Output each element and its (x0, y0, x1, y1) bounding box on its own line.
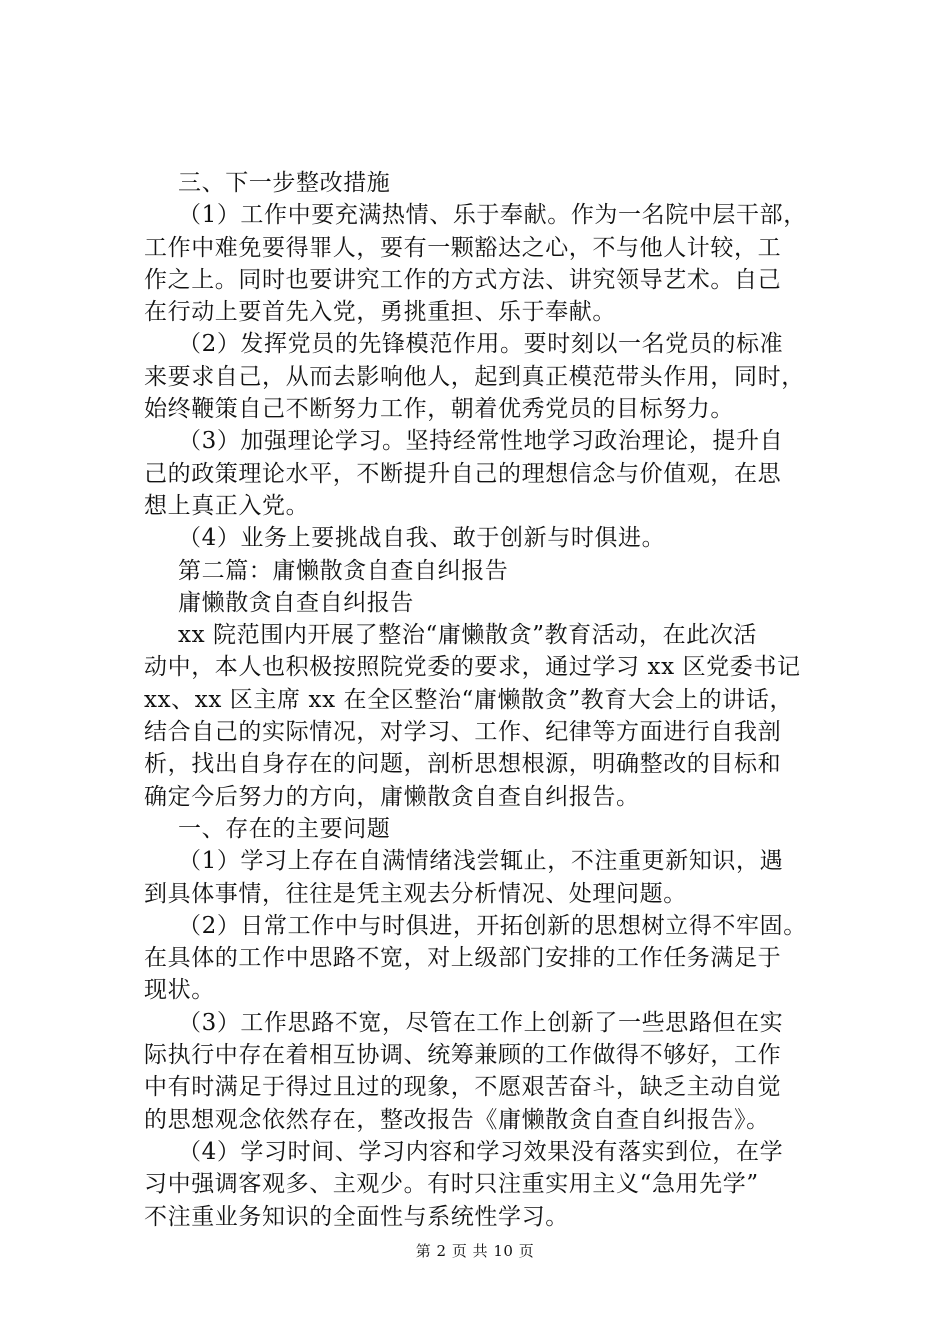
text-line: （4）学习时间、学习内容和学习效果没有落实到位，在学 (178, 1138, 784, 1165)
text-line: 中有时满足于得过且过的现象，不愿艰苦奋斗，缺乏主动自觉 (144, 1074, 782, 1101)
text-line: 来要求自己，从而去影响他人，起到真正模范带头作用，同时， (144, 363, 805, 390)
text-line: （2）发挥党员的先锋模范作用。要时刻以一名党员的标准 (178, 331, 784, 358)
text-line: 到具体事情，往往是凭主观去分析情况、处理问题。 (144, 880, 687, 907)
text-line: 庸懒散贪自查自纠报告 (178, 589, 414, 616)
text-line: 动中，本人也积极按照院党委的要求，通过学习 xx 区党委书记 (144, 654, 801, 681)
text-line: 工作中难免要得罪人，要有一颗豁达之心，不与他人计较，工 (144, 234, 782, 261)
text-line: 结合自己的实际情况，对学习、工作、纪律等方面进行自我剖 (144, 719, 782, 746)
text-line: （1）学习上存在自满情绪浅尝辄止，不注重更新知识，遇 (178, 848, 784, 875)
text-line: （3）工作思路不宽，尽管在工作上创新了一些思路但在实 (178, 1009, 784, 1036)
text-line: 在行动上要首先入党，勇挑重担、乐于奉献。 (144, 299, 616, 326)
text-line: 际执行中存在着相互协调、统筹兼顾的工作做得不够好，工作 (144, 1042, 782, 1069)
text-line: 现状。 (144, 977, 215, 1004)
document-body (144, 167, 830, 1233)
text-line: 在具体的工作中思路不宽，对上级部门安排的工作任务满足于 (144, 945, 782, 972)
text-line: 第二篇：庸懒散贪自查自纠报告 (178, 557, 509, 584)
text-line: （2）日常工作中与时俱进，开拓创新的思想树立得不牢固。 (178, 912, 807, 939)
text-line: 习中强调客观多、主观少。有时只注重实用主义“急用先学” (144, 1171, 759, 1198)
text-line: 的思想观念依然存在，整改报告《庸懒散贪自查自纠报告》。 (144, 1106, 770, 1133)
text-line: 己的政策理论水平，不断提升自己的理想信念与价值观，在思 (144, 460, 782, 487)
text-line: 始终鞭策自己不断努力工作，朝着优秀党员的目标努力。 (144, 396, 734, 423)
text-line: 作之上。同时也要讲究工作的方式方法、讲究领导艺术。自己 (144, 266, 782, 293)
text-line: 确定今后努力的方向，庸懒散贪自查自纠报告。 (144, 783, 640, 810)
text-line: （4）业务上要挑战自我、敢于创新与时俱进。 (178, 525, 666, 552)
text-line: （3）加强理论学习。坚持经常性地学习政治理论，提升自 (178, 428, 784, 455)
text-line: 一、存在的主要问题 (178, 815, 391, 842)
text-line: xx 院范围内开展了整治“庸懒散贪”教育活动，在此次活 (178, 622, 757, 649)
text-line: 不注重业务知识的全面性与系统性学习。 (144, 1203, 569, 1230)
text-line: 想上真正入党。 (144, 492, 310, 519)
text-line: （1）工作中要充满热情、乐于奉献。作为一名院中层干部， (178, 202, 807, 229)
page-footer: 第 2 页 共 10 页 (415, 1242, 535, 1260)
text-line: 三、下一步整改措施 (178, 170, 391, 196)
text-line: 析，找出自身存在的问题，剖析思想根源，明确整改的目标和 (144, 751, 782, 778)
text-line: xx、xx 区主席 xx 在全区整治“庸懒散贪”教育大会上的讲话， (144, 686, 794, 713)
